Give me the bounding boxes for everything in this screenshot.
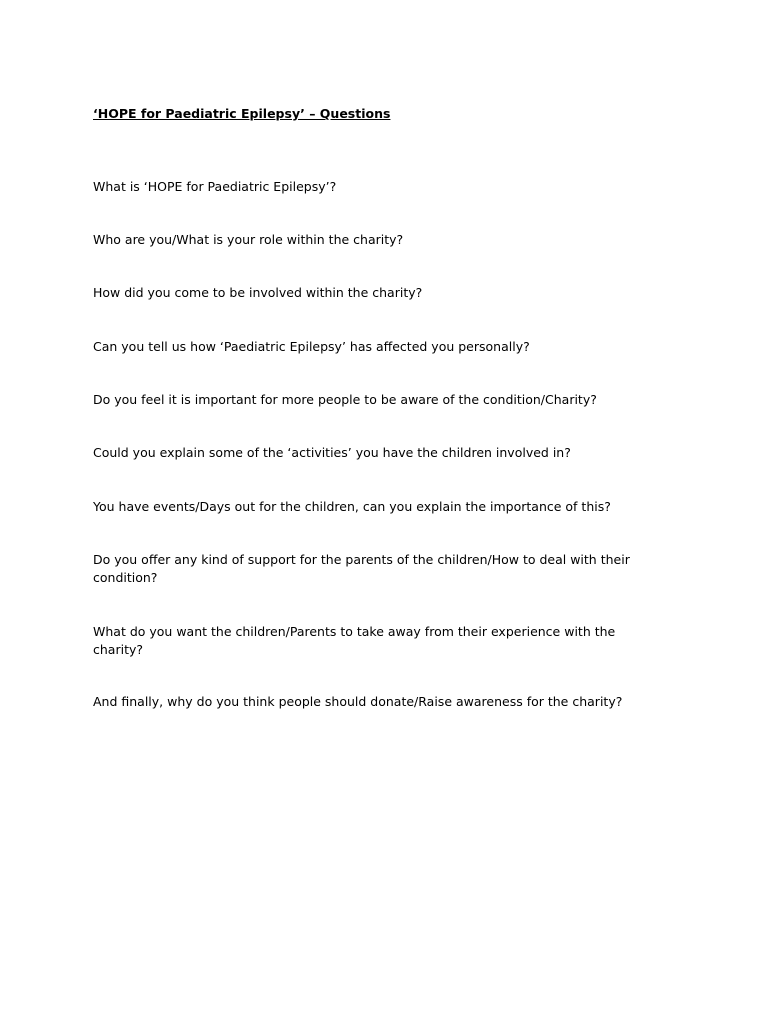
question-10: And finally, why do you think people should donate/Raise awareness for the charity? (93, 694, 623, 709)
question-7: You have events/Days out for the children, can you explain the importance of this? (93, 499, 611, 514)
question-1: What is ‘HOPE for Paediatric Epilepsy’? (93, 179, 337, 194)
question-6: Could you explain some of the ‘activities’ you have the children involved in? (93, 445, 571, 460)
question-3: How did you come to be involved within the charity? (93, 285, 423, 300)
question-4: Can you tell us how ‘Paediatric Epilepsy’ has affected you personally? (93, 339, 530, 354)
question-5: Do you feel it is important for more people to be aware of the condition/Charity? (93, 392, 597, 407)
question-8: Do you offer any kind of support for the parents of the children/How to deal with their condition? (93, 552, 630, 585)
question-9: What do you want the children/Parents to take away from their experience with the charity? (93, 624, 616, 657)
question-2: Who are you/What is your role within the charity? (93, 232, 404, 247)
document-title: ‘HOPE for Paediatric Epilepsy’ – Questions (93, 106, 391, 121)
